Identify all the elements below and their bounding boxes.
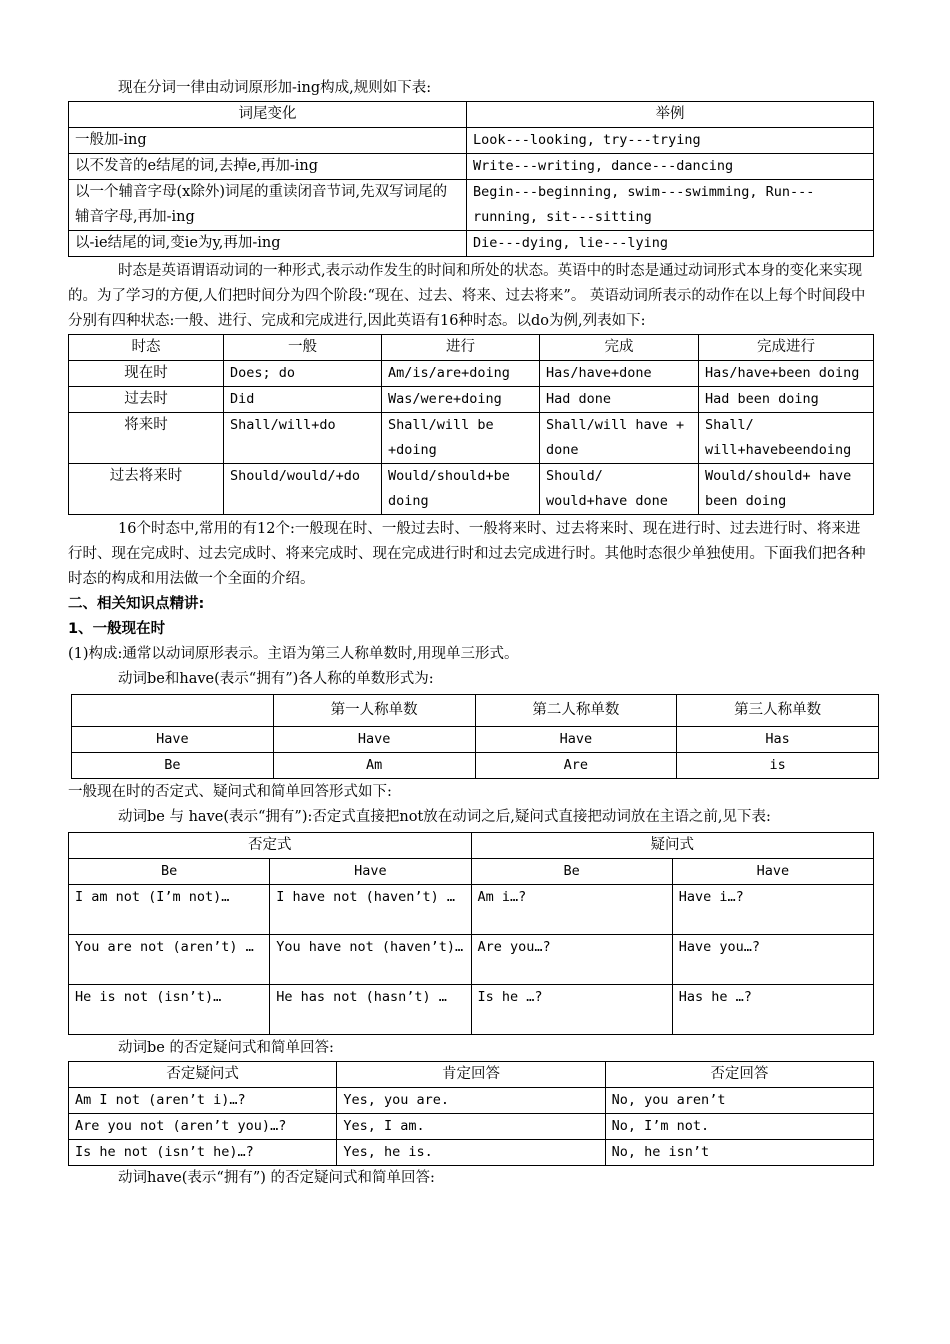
table-cell: 以-ie结尾的词,变ie为y,再加-ing (69, 231, 467, 257)
table-cell: 以不发音的e结尾的词,去掉e,再加-ing (69, 154, 467, 180)
table-cell: Shall/ will+havebeendoing (699, 413, 874, 464)
table-cell: You have not (haven’t)… (270, 935, 471, 985)
table-cell: Yes, you are. (337, 1088, 605, 1114)
table-cell: Would/should+ have been doing (699, 464, 874, 515)
table-cell: No, I’m not. (605, 1114, 873, 1140)
table-cell: Are you…? (471, 935, 672, 985)
table-cell: Begin---beginning, swim---swimming, Run---running, sit---sitting (467, 180, 874, 231)
be-have-paragraph: 动词be和have(表示“拥有”)各人称的单数形式为: (118, 671, 434, 687)
table-cell: Have (273, 727, 475, 753)
table-header-cell: Be (69, 859, 270, 885)
table-cell: No, he isn’t (605, 1140, 873, 1166)
intro-paragraph: 现在分词一律由动词原形加-ing构成,规则如下表: (118, 80, 432, 96)
tense-paragraph: 时态是英语谓语动词的一种形式,表示动作发生的时间和所处的状态。英语中的时态是通过动词形式本身的变化来实现的。为了学习的方便,人们把时间分为四个阶段:“现在、过去、将来、过去将来”。 英语动词所表示的动作在以上每个时间段中分别有四种状态:一般、进行、完成和完成进行,因此英语有16种时态。以do为例,列表如下: (68, 263, 866, 329)
table-header-cell: Be (471, 859, 672, 885)
section-heading: 二、相关知识点精讲: (68, 596, 205, 612)
table-header-cell: 否定回答 (605, 1062, 873, 1088)
table-row (69, 985, 874, 1035)
table-cell: Am i…? (471, 885, 672, 935)
table-cell: Has/have+done (540, 361, 699, 387)
table-row (69, 413, 874, 464)
negative-forms-paragraph: 一般现在时的否定式、疑问式和简单回答形式如下: (68, 784, 392, 800)
table-cell: Should/ would+have done (540, 464, 699, 515)
table-cell: Would/should+be doing (382, 464, 540, 515)
document-page (68, 76, 874, 1191)
table-header-cell: 第三人称单数 (677, 695, 879, 727)
be-have-negative-paragraph: 动词be 与 have(表示“拥有”):否定式直接把not放在动词之后,疑问式直接把动词放在主语之前,见下表: (118, 809, 771, 825)
table-row (72, 727, 879, 753)
table-header-cell: 疑问式 (471, 833, 874, 859)
common-tenses-paragraph: 16个时态中,常用的有12个:一般现在时、一般过去时、一般将来时、过去将来时、现在进行时、过去进行时、将来进行时、现在完成时、过去完成时、将来完成时、现在完成进行时和过去完成进行时。其他时态很少单独使用。下面我们把各种时态的构成和用法做一个全面的介绍。 (68, 521, 866, 587)
table-cell: Has he …? (672, 985, 873, 1035)
table-row (69, 361, 874, 387)
table-cell: Has/have+been doing (699, 361, 874, 387)
table-row (69, 1140, 874, 1166)
table-cell: I am not (I’m not)… (69, 885, 270, 935)
table-row (69, 464, 874, 515)
table-header-cell: 完成进行 (699, 335, 874, 361)
table-header-cell: 进行 (382, 335, 540, 361)
person-forms-table (71, 694, 879, 779)
table-header-cell: 一般 (224, 335, 382, 361)
negative-question-table (68, 832, 874, 1035)
table-header-cell: 否定疑问式 (69, 1062, 337, 1088)
table-cell: Should/would/+do (224, 464, 382, 515)
table-cell: Yes, I am. (337, 1114, 605, 1140)
table-header-cell: 举例 (467, 102, 874, 128)
table-cell: Look---looking, try---trying (467, 128, 874, 154)
be-answers-table (68, 1061, 874, 1166)
table-header-cell: 完成 (540, 335, 699, 361)
table-row (69, 154, 874, 180)
table-row (69, 180, 874, 231)
table-header-cell: 肯定回答 (337, 1062, 605, 1088)
table-cell: 将来时 (69, 413, 224, 464)
table-cell: is (677, 753, 879, 779)
table-cell: Was/were+doing (382, 387, 540, 413)
table-row (69, 885, 874, 935)
table-header-row (72, 695, 879, 727)
table-cell: Die---dying, lie---lying (467, 231, 874, 257)
table-cell: Are (475, 753, 677, 779)
table-header-row (69, 102, 874, 128)
table-cell: Have you…? (672, 935, 873, 985)
table-header-cell: Have (672, 859, 873, 885)
table-cell: 以一个辅音字母(x除外)词尾的重读闭音节词,先双写词尾的辅音字母,再加-ing (69, 180, 467, 231)
table-cell: 过去将来时 (69, 464, 224, 515)
table-row (69, 387, 874, 413)
table-cell: Yes, he is. (337, 1140, 605, 1166)
table-header-row (69, 859, 874, 885)
table-header-cell: 时态 (69, 335, 224, 361)
table-header-cell (72, 695, 274, 727)
table-row (69, 231, 874, 257)
table-cell: Is he not (isn’t he)…? (69, 1140, 337, 1166)
table-cell: 过去时 (69, 387, 224, 413)
table-cell: No, you aren’t (605, 1088, 873, 1114)
table-cell: 现在时 (69, 361, 224, 387)
table-header-cell: 否定式 (69, 833, 472, 859)
table-header-cell: 词尾变化 (69, 102, 467, 128)
be-negative-question-paragraph: 动词be 的否定疑问式和简单回答: (118, 1040, 334, 1056)
table-row (69, 1114, 874, 1140)
table-cell: Have (475, 727, 677, 753)
table-header-cell: 第二人称单数 (475, 695, 677, 727)
table-cell: Am I not (aren’t i)…? (69, 1088, 337, 1114)
ing-rules-table (68, 101, 874, 257)
table-cell: Did (224, 387, 382, 413)
table-cell: Shall/will be +doing (382, 413, 540, 464)
table-cell: I have not (haven’t) … (270, 885, 471, 935)
subsection-heading: 1、一般现在时 (68, 621, 166, 637)
have-negative-question-paragraph: 动词have(表示“拥有”) 的否定疑问式和简单回答: (118, 1170, 435, 1186)
table-header-cell: Have (270, 859, 471, 885)
table-cell: You are not (aren’t) … (69, 935, 270, 985)
table-cell: Have (72, 727, 274, 753)
table-cell: Is he …? (471, 985, 672, 1035)
table-row (69, 935, 874, 985)
table-row (72, 753, 879, 779)
table-cell: Shall/will have + done (540, 413, 699, 464)
table-cell: 一般加-ing (69, 128, 467, 154)
table-cell: Have i…? (672, 885, 873, 935)
table-cell: Are you not (aren’t you)…? (69, 1114, 337, 1140)
table-cell: Be (72, 753, 274, 779)
tense-table (68, 334, 874, 515)
table-cell: Am/is/are+doing (382, 361, 540, 387)
construction-paragraph: (1)构成:通常以动词原形表示。主语为第三人称单数时,用现单三形式。 (68, 646, 519, 662)
table-cell: Had done (540, 387, 699, 413)
table-cell: He is not (isn’t)… (69, 985, 270, 1035)
table-header-cell: 第一人称单数 (273, 695, 475, 727)
table-cell: Does; do (224, 361, 382, 387)
table-cell: Shall/will+do (224, 413, 382, 464)
table-cell: He has not (hasn’t) … (270, 985, 471, 1035)
table-cell: Write---writing, dance---dancing (467, 154, 874, 180)
table-header-row (69, 1062, 874, 1088)
table-row (69, 1088, 874, 1114)
table-cell: Has (677, 727, 879, 753)
table-header-row (69, 335, 874, 361)
table-header-row (69, 833, 874, 859)
table-row (69, 128, 874, 154)
table-cell: Am (273, 753, 475, 779)
table-cell: Had been doing (699, 387, 874, 413)
